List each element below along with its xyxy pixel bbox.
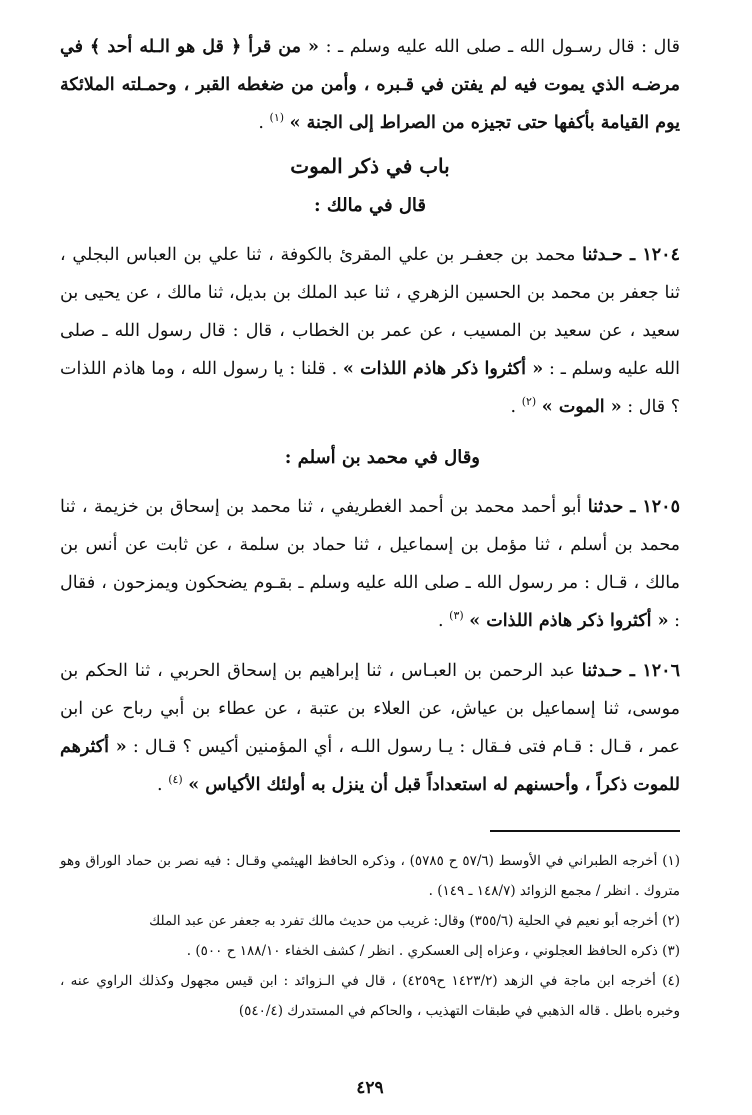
hadith-1204-quote-1: « أكثروا ذكر هاذم اللذات » xyxy=(342,359,544,379)
hadith-1206 xyxy=(60,652,680,804)
hadith-1206-quote: « أكثرهم للموت ذكراً ، وأحسنهم له استعداداً قبل أن ينزل به أولئك الأكياس » xyxy=(60,737,680,795)
hadith-1205 xyxy=(60,488,680,640)
hadith-1206-text: عبد الرحمن بن العبـاس ، ثنا إبراهيم بن إسحاق الحربي ، ثنا الحكم بن موسى، ثنا إسماعيل بن عياش، عن العلاء بن عتبة ، عن عطاء بن أبي رباح عن ابن عمر ، قـال : قـام فتى فـقال : يـا رسول اللـه ، أي المؤمنين أكيس ؟ قـال : xyxy=(60,661,680,757)
page-number: ٤٢٩ xyxy=(356,1078,384,1098)
hadith-1204-text: محمد بن جعفـر بن علي المقرئ بالكوفة ، ثنا علي بن العباس البجلي ، ثنا جعفر بن محمد بن الحسين الزهري ، ثنا عبد الملك بن بديل، ثنا مالك ، عن يحيى بن سعيد ، عن سعيد بن المسيب ، عن عمر بن الخطاب ، قال : قال رسول الله ـ صلى الله عليه وسلم ـ : xyxy=(60,245,680,379)
footnote-separator xyxy=(490,830,680,832)
footnote-ref-4: (٤) xyxy=(168,773,183,787)
subheading-muhammad-ibn-aslam: وقال في محمد بن أسلم : xyxy=(284,447,480,468)
hadith-1204-mid: . قلنا : يا رسول الله ، وما هاذم اللذات ؟ قال : xyxy=(60,359,680,417)
footnote-ref-2: (٢) xyxy=(521,395,537,409)
hadith-1205-text: أبو أحمد محمد بن أحمد الغطريفي ، ثنا محمد بن إسحاق بن خزيمة ، ثنا محمد بن أسلم ، ثنا مؤمل بن إسماعيل ، ثنا حماد بن سلمة ، عن ثابت عن أنس بن مالك ، قـال : مر رسول الله ـ صلى الله عليه وسلم ـ بقـوم يضحكون ويمزحون ، فقال : xyxy=(60,497,680,631)
section-title: باب في ذكر الموت xyxy=(290,154,450,178)
footnote-3: (٣) ذكره الحافظ العجلوني ، وعزاه إلى العسكري . انظر / كشف الخفاء ١٨٨/١٠ ح ٥٠٠) . xyxy=(186,943,680,959)
footnote-4: (٤) أخرجه ابن ماجة في الزهد (١٤٢٣/٢ ح٤٢٥٩) ، قال في الـزوائد : ابن قيس مجهول وكذلك الراوي عنه ، وخبره باطل . قاله الذهبي في طبقات التهذيب ، والحاكم في المستدرك (٥٤٠/٤) xyxy=(60,973,680,1019)
book-page xyxy=(60,28,680,1115)
footnote-2: (٢) أخرجه أبو نعيم في الحلية (٣٥٥/٦) وقال: غريب من حديث مالك تفرد به جعفر عن عبد الملك xyxy=(149,913,680,929)
hadith-1206-number: ١٢٠٦ ـ حـدثنا xyxy=(581,661,680,681)
hadith-1205-number: ١٢٠٥ ـ حدثنا xyxy=(587,497,680,517)
intro-end: . xyxy=(258,113,264,133)
hadith-1205-end: . xyxy=(438,611,444,631)
hadith-1204 xyxy=(60,236,680,426)
footnotes xyxy=(60,846,680,1026)
intro-quote: « من قرأ ﴿ قل هو الـله أحد ﴾ في مرضـه الذي يموت فيه لم يفتن في قـبره ، وأمن من ضغطه القبر ، وحمـلته الملائكة يوم القيامة بأكفها حتى تجيزه من الصراط إلى الجنة » xyxy=(60,37,680,133)
footnote-ref-3: (٣) xyxy=(449,609,464,623)
hadith-1204-number: ١٢٠٤ ـ حـدثنا xyxy=(582,245,680,265)
hadith-1205-quote: « أكثروا ذكر هاذم اللذات » xyxy=(469,611,669,631)
footnote-ref-1: (١) xyxy=(269,111,285,125)
footnote-1: (١) أخرجه الطبراني في الأوسط (٥٧/٦ ح ٥٧٨٥) ، وذكره الحافظ الهيثمي وقـال : فيه نصر بن حماد الوراق وهو متروك . انظر / مجمع الزوائد (١٤٨/٧ ـ ١٤٩) . xyxy=(60,853,681,899)
hadith-1206-end: . xyxy=(157,775,163,795)
intro-paragraph xyxy=(60,28,680,142)
hadith-1204-end: . xyxy=(510,397,517,417)
subheading-malik: قال في مالك : xyxy=(314,195,426,216)
hadith-1204-quote-2: « الموت » xyxy=(541,397,622,417)
intro-lead: قال : قال رسـول الله ـ صلى الله عليه وسلم ـ : xyxy=(325,37,680,57)
